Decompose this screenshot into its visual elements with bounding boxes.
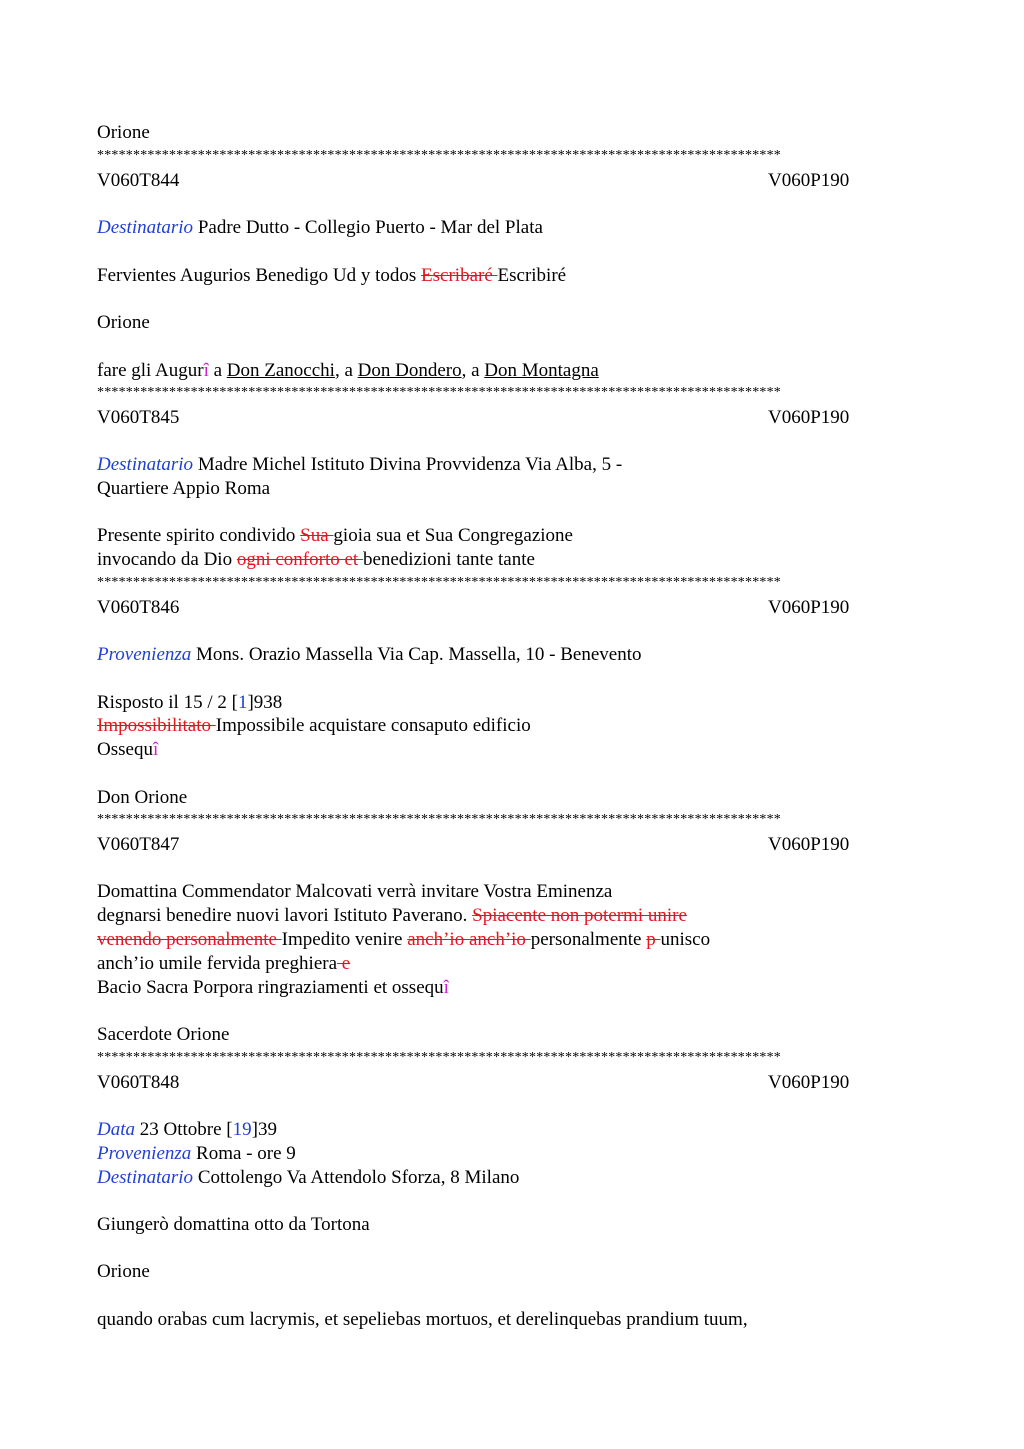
separator: *********************************************************************************************** [97,148,781,163]
signature: Sacerdote Orione [97,1024,230,1045]
deleted-text: Escribaré [421,265,498,286]
origin-line: Provenienza Roma - ore 9 [97,1143,296,1164]
recipient-line [97,216,543,240]
editorial-mark: î [152,739,159,760]
separator: *********************************************************************************************** [97,575,781,590]
text-line: Fervientes Augurios Benedigo Ud y todos Escribaré Escribiré [97,265,567,286]
separator: *********************************************************************************************** [97,1050,781,1065]
underlined-name: Don Dondero [357,360,462,381]
underlined-name: Don Zanocchi [226,360,335,381]
record-page: V060P190 [768,1072,850,1093]
field-label: Provenienza [97,1143,192,1164]
record-code: V060T848 [97,1072,180,1093]
recipient-line: Destinatario Cottolengo Va Attendolo Sforza, 8 Milano [97,1167,520,1188]
origin-line [97,643,641,667]
deleted-text: e [337,953,351,974]
field-label: Destinatario [97,217,194,238]
record-code: V060T844 [97,170,180,191]
text-line: Bacio Sacra Porpora ringraziamenti et ossequî [97,977,449,998]
text-line: degnarsi benedire nuovi lavori Istituto Paverano. Spiacente non potermi unire [97,905,687,926]
text-line: Impossibilitato Impossibile acquistare consaputo edificio [97,715,531,736]
field-label: Data [97,1119,135,1140]
deleted-text: p [646,929,661,950]
record-code: V060T846 [97,597,180,618]
text-line: invocando da Dio ogni conforto et benedizioni tante tante [97,549,535,570]
field-value: Padre Dutto - Collegio Puerto - Mar del Plata [197,217,543,238]
text-line: Presente spirito condivido Sua gioia sua et Sua Congregazione [97,525,573,546]
record-page: V060P190 [768,407,850,428]
text-line: Risposto il 15 / 2 [1]938 [97,692,283,713]
deleted-text: Spiacente non potermi unire [472,905,687,926]
signature: Don Orione [97,787,188,808]
deleted-text: ogni conforto et [236,549,363,570]
text-line: Domattina Commendator Malcovati verrà invitare Vostra Eminenza [97,881,613,902]
text-line: Ossequî [97,739,159,760]
signature: Orione [97,312,150,333]
field-label: Destinatario [97,1167,194,1188]
deleted-text: Sua [300,525,334,546]
text-line: fare gli Augurî a Don Zanocchi, a Don Dondero, a Don Montagna [97,360,599,381]
text-line: Giungerò domattina otto da Tortona [97,1214,370,1235]
editorial-mark: 1 [237,692,248,713]
editorial-mark: 19 [232,1119,252,1140]
field-value: Madre Michel Istituto Divina Provvidenza Via Alba, 5 - [197,454,623,475]
separator: *********************************************************************************************** [97,812,781,827]
underlined-name: Don Montagna [484,360,599,381]
text-line: quando orabas cum lacrymis, et sepeliebas mortuos, et derelinquebas prandium tuum, [97,1309,748,1330]
editorial-mark: î [203,360,209,381]
field-label: Provenienza [97,644,192,665]
signature: Orione [97,122,150,143]
record-page: V060P190 [768,834,850,855]
field-value-cont: Quartiere Appio Roma [97,478,271,499]
editorial-mark: î [443,977,449,998]
field-value: Mons. Orazio Massella Via Cap. Massella, 10 - Benevento [196,644,642,665]
separator: *********************************************************************************************** [97,385,781,400]
text-line: anch’io umile fervida preghiera e [97,953,351,974]
deleted-text: anch’io anch’io [407,929,531,950]
text-line: venendo personalmente Impedito venire anch’io anch’io personalmente p unisco [97,929,711,950]
record-page: V060P190 [768,170,850,191]
signature: Orione [97,1261,150,1282]
field-label: Destinatario [97,454,194,475]
recipient-line [97,453,622,477]
record-page: V060P190 [768,597,850,618]
record-code: V060T847 [97,834,180,855]
deleted-text: venendo personalmente [97,929,282,950]
record-code: V060T845 [97,407,180,428]
date-line: Data 23 Ottobre [19]39 [97,1119,277,1140]
deleted-text: Impossibilitato [97,715,216,736]
